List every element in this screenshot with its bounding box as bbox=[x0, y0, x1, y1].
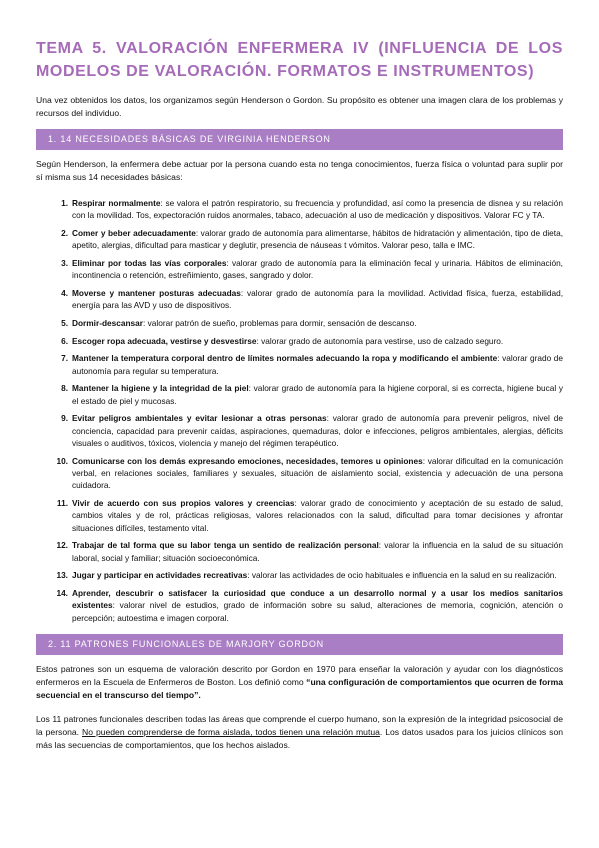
item-number: 7. bbox=[61, 353, 68, 364]
section-1-heading: 1. 14 NECESIDADES BÁSICAS DE VIRGINIA HENDERSON bbox=[36, 129, 563, 150]
section-1-intro: Según Henderson, la enfermera debe actuar por la persona cuando esta no tenga conocimientos, fuerza física o voluntad para suplir por sí misma sus 14 necesidades básicas: bbox=[36, 159, 563, 182]
page-title: TEMA 5. VALORACIÓN ENFERMERA IV (INFLUENCIA DE LOS MODELOS DE VALORACIÓN. FORMATOS E INSTRUMENTOS) bbox=[36, 40, 563, 80]
list-item bbox=[56, 587, 563, 624]
item-title: Trabajar de tal forma que su labor tenga un sentido de realización personal bbox=[72, 540, 379, 551]
list-item bbox=[61, 412, 563, 449]
item-number: 1. bbox=[61, 198, 68, 208]
item-title: Respirar normalmente bbox=[72, 198, 161, 208]
paragraph-text: . Los datos usados para los juicios clínicos son más las secuencias de comportamientos, que los hechos aislados. bbox=[36, 727, 563, 751]
list-item bbox=[61, 317, 563, 329]
item-title: Escoger ropa adecuada, vestirse y desvestirse bbox=[72, 335, 257, 346]
needs-list bbox=[36, 197, 563, 624]
item-text: : valorar grado de autonomía para la movilidad. Actividad física, fuerza, estabilidad, energía para las AVD y uso de dispositivos. bbox=[72, 288, 564, 311]
list-item bbox=[61, 227, 563, 252]
item-text: : se valora el patrón respiratorio, su frecuencia y profundidad, así como la presencia de disnea y su relación con la movilidad. Tos, expectoración ruidos anormales, tabaco, adecuación al uso de medicación y dispositivos. Valorar FC y TA. bbox=[72, 198, 563, 221]
item-text: : valorar grado de autonomía para regular su temperatura. bbox=[72, 353, 564, 376]
item-text: : valorar nivel de estudios, grado de información sobre su salud, alteraciones de memoria, cognición, atención o percepción; autoestima e imagen corporal. bbox=[72, 600, 563, 623]
item-number: 13. bbox=[56, 570, 68, 581]
item-title: Comer y beber adecuadamente bbox=[72, 228, 196, 238]
section-2-paragraph-1 bbox=[36, 663, 563, 702]
item-number: 9. bbox=[61, 413, 68, 424]
item-title: Aprender, descubrir o satisfacer la curiosidad que conduce a un desarrollo normal y a usar los medios sanitarios existentes bbox=[72, 588, 563, 611]
item-text: : valorar la influencia en la salud de su situación laboral, social y familiar; situación socioeconómica. bbox=[72, 540, 563, 563]
item-number: 11. bbox=[56, 498, 68, 508]
item-title: Jugar y participar en actividades recreativas bbox=[72, 570, 248, 581]
item-text: : valorar grado de autonomía para la higiene corporal, si es correcta, higiene bucal y el estado de piel y mucosas. bbox=[72, 383, 563, 406]
item-number: 12. bbox=[56, 540, 68, 551]
item-number: 2. bbox=[61, 228, 68, 238]
list-item bbox=[56, 497, 563, 534]
list-item bbox=[56, 569, 563, 581]
intro-paragraph: Una vez obtenidos los datos, los organizamos según Henderson o Gordon. Su propósito es obtener una imagen clara de los problemas y recursos del individuo. bbox=[36, 95, 563, 118]
section-2-heading: 2. 11 PATRONES FUNCIONALES DE MARJORY GORDON bbox=[36, 634, 563, 655]
list-item bbox=[61, 257, 563, 282]
item-text: : valorar las actividades de ocio habituales e influencia en la salud en su realización. bbox=[247, 570, 557, 581]
section-2-paragraph-2 bbox=[36, 713, 563, 752]
item-text: : valorar dificultad en la comunicación verbal, en relaciones sociales, familiares y sexuales, situación de aislamiento social, existencia y adecuación de una persona cuidadora. bbox=[72, 455, 563, 491]
item-title: Eliminar por todas las vías corporales bbox=[72, 258, 227, 268]
item-title: Mantener la higiene y la integridad de la piel bbox=[72, 383, 249, 394]
item-title: Comunicarse con los demás expresando emociones, necesidades, temores u opiniones bbox=[72, 455, 423, 466]
list-item bbox=[56, 455, 563, 492]
item-text: : valorar grado de autonomía para la eliminación fecal y urinaria. Hábitos de eliminación, incontinencia o retención, estreñimiento, gases, sangrado y dolor. bbox=[72, 258, 563, 281]
item-title: Moverse y mantener posturas adecuadas bbox=[72, 288, 241, 298]
paragraph-text: Estos patrones son un esquema de valoración descrito por Gordon en 1970 para enseñar la valoración y ayudar con los diagnósticos enfermeros en la Escuela de Enfermeros de Boston. Los definió como bbox=[36, 664, 563, 688]
item-text: : valorar grado de conocimiento y aceptación de su estado de salud, cambios vitales y de rol, prácticas religiosas, valores relacionados con la salud, dificultad para tomar decisiones y afrontar situaciones difíciles, testamento vital. bbox=[72, 498, 563, 533]
item-number: 10. bbox=[56, 455, 68, 466]
item-number: 5. bbox=[61, 318, 68, 328]
item-number: 6. bbox=[61, 335, 68, 346]
item-title: Dormir-descansar bbox=[72, 318, 144, 328]
item-title: Evitar peligros ambientales y evitar lesionar a otras personas bbox=[72, 413, 327, 424]
underlined-statement: No pueden comprenderse de forma aislada, todos tienen una relación mutua bbox=[82, 727, 380, 738]
item-text: : valorar grado de autonomía para alimentarse, hábitos de hidratación y alimentación, tipo de dieta, apetito, alergias, dificultad para masticar y deglutir, presencia de náuseas t vómitos. Valorar peso, talla e IMC. bbox=[72, 228, 563, 251]
item-title: Mantener la temperatura corporal dentro de límites normales adecuando la ropa y modificando el ambiente bbox=[72, 353, 498, 364]
item-text: : valorar patrón de sueño, problemas para dormir, sensación de descanso. bbox=[143, 318, 417, 328]
list-item bbox=[61, 197, 563, 222]
item-number: 14. bbox=[56, 588, 68, 598]
list-item bbox=[61, 382, 563, 407]
list-item bbox=[61, 335, 563, 347]
item-text: : valorar grado de autonomía para vestirse, uso de calzado seguro. bbox=[256, 335, 504, 346]
item-number: 8. bbox=[61, 383, 68, 394]
item-number: 4. bbox=[61, 288, 68, 298]
paragraph-text: Los 11 patrones funcionales describen todas las áreas que comprende el cuerpo humano, son la expresión de la integridad psicosocial de la persona. bbox=[36, 714, 563, 738]
list-item bbox=[61, 352, 564, 377]
item-title: Vivir de acuerdo con sus propios valores y creencias bbox=[72, 498, 295, 508]
list-item bbox=[56, 539, 563, 564]
item-text: : valorar grado de autonomía para prevenir peligros, nivel de conciencia, capacidad para prevenir caídas, aspiraciones, quemaduras, dolor e infecciones, peligros ambientales, alergias, déficits visuales o auditivos, tóxicos, violencia y manejo del régimen terapéutico. bbox=[72, 413, 563, 448]
item-number: 3. bbox=[61, 258, 68, 268]
list-item bbox=[61, 287, 564, 312]
definition-quote: “una configuración de comportamientos que ocurren de forma secuencial en el transcurso del tiempo”. bbox=[36, 677, 564, 701]
